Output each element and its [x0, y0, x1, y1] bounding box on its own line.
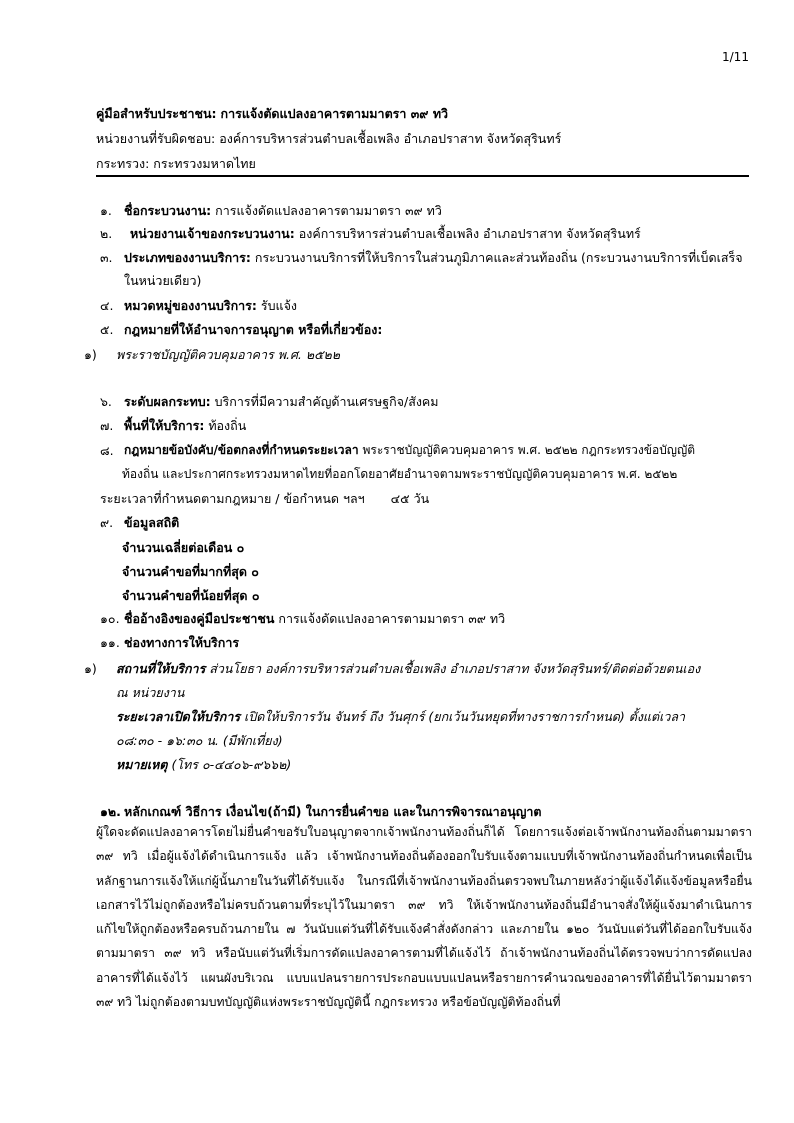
responsible-agency — [96, 129, 561, 149]
agency-value: องค์การบริหารส่วนตำบลเชื้อเพลิง อำเภอปราสาท จังหวัดสุรินทร์ — [219, 131, 562, 146]
service-hours-value-cont: ๐๘:๓๐ - ๑๖:๓๐ น. (มีพักเที่ยง) — [116, 733, 283, 748]
item-6-value: บริการที่มีความสำคัญด้านเศรษฐกิจ/สังคม — [214, 394, 439, 409]
item-3-value: กระบวนงานบริการที่ให้บริการในส่วนภูมิภาคและส่วนท้องถิ่น (กระบวนงานบริการที่เบ็ดเสร็จ — [254, 250, 743, 265]
item-6 — [124, 392, 439, 412]
item-11-number: ๑๑. — [100, 635, 120, 650]
item-5-number: ๕. — [100, 322, 114, 337]
ministry-label: กระทรวง: — [96, 156, 150, 171]
item-3-number: ๓. — [100, 250, 113, 265]
item-2-value: องค์การบริหารส่วนตำบลเชื้อเพลิง อำเภอปราสาท จังหวัดสุรินทร์ — [298, 226, 641, 241]
item-4 — [124, 296, 297, 316]
service-note-label: หมายเหตุ — [116, 757, 168, 772]
item-1-number: ๑. — [100, 203, 112, 218]
item-8 — [124, 441, 695, 460]
item-8-value: พระราชบัญญัติควบคุมอาคาร พ.ศ. ๒๕๒๒ กฎกระทรวงข้อบัญญัติ — [362, 443, 696, 457]
stat-max: จำนวนคำขอที่มากที่สุด ๐ — [122, 564, 259, 579]
item-2-label: หน่วยงานเจ้าของกระบวนงาน: — [130, 226, 295, 241]
service-hours-label: ระยะเวลาเปิดให้บริการ — [116, 709, 241, 724]
ministry-value: กระทรวงมหาดไทย — [153, 156, 256, 171]
item-8-number: ๘. — [100, 443, 114, 458]
service-note — [116, 755, 291, 775]
item-11-sub-number: ๑) — [84, 661, 97, 676]
agency-label: หน่วยงานที่รับผิดชอบ: — [96, 131, 216, 146]
item-10-label: ชื่ออ้างอิงของคู่มือประชาชน — [124, 611, 275, 626]
item-4-label: หมวดหมู่ของงานบริการ: — [124, 298, 257, 313]
item-8-period-label: ระยะเวลาที่กำหนดตามกฎหมาย / ข้อกำหนด ฯลฯ — [100, 491, 365, 506]
item-10 — [124, 609, 505, 629]
item-1 — [124, 201, 442, 221]
item-4-number: ๔. — [100, 298, 114, 313]
service-hours — [116, 707, 685, 727]
manual-title-value: การแจ้งตัดแปลงอาคารตามมาตรา ๓๙ ทวิ — [220, 106, 449, 121]
item-7 — [124, 416, 246, 436]
item-10-value: การแจ้งดัดแปลงอาคารตามมาตรา ๓๙ ทวิ — [278, 611, 506, 626]
item-3-value-cont: ในหน่วยเดียว) — [124, 273, 202, 288]
item-7-number: ๗. — [100, 418, 114, 433]
manual-title — [96, 104, 448, 124]
service-hours-value: เปิดให้บริการวัน จันทร์ ถึง วันศุกร์ (ยกเว้นวันหยุดที่ทางราชการกำหนด) ตั้งแต่เวลา — [244, 709, 686, 724]
stat-average: จำนวนเฉลี่ยต่อเดือน ๐ — [122, 540, 245, 555]
item-12-label: หลักเกณฑ์ วิธีการ เงื่อนไข(ถ้ามี) ในการยื่นคำขอ และในการพิจารณาอนุญาต — [124, 804, 542, 819]
item-5-sub-number: ๑) — [84, 347, 97, 362]
item-3-label: ประเภทของงานบริการ: — [124, 250, 251, 265]
item-2 — [130, 224, 641, 244]
item-12-body: ผู้ใดจะดัดแปลงอาคารโดยไม่ยื่นคำขอรับใบอนุญาตจากเจ้าพนักงานท้องถิ่นก็ได้ โดยการแจ้งต่อเจ้าพนักงานท้องถิ่นตามมาตรา ๓๙ ทวิ เมื่อผู้แจ้งได้ดำเนินการแจ้ง แล้ว เจ้าพนักงานท้องถิ่นต้องออกใบรับแจ้งตามแบบที่เจ้าพนักงานท้องถิ่นกำหนดเพื่อเป็นหลักฐานการแจ้งให้แก่ผู้นั้นภายในวันที่ได้รับแจ้ง ในกรณีที่เจ้าพนักงานท้องถิ่นตรวจพบในภายหลังว่าผู้แจ้งได้แจ้งข้อมูลหรือยื่นเอกสารไว้ไม่ถูกต้องหรือไม่ครบถ้วนตามที่ระบุไว้ในมาตรา ๓๙ ทวิ ให้เจ้าพนักงานท้องถิ่นมีอำนาจสั่งให้ผู้แจ้งมาดำเนินการ แก้ไขให้ถูกต้องหรือครบถ้วนภายใน ๗ วันนับแต่วันที่ได้รับแจ้งคำสั่งดังกล่าว และภายใน ๑๒๐ วันนับแต่วันที่ได้ออกใบรับแจ้งตามมาตรา ๓๙ ทวิ หรือนับแต่วันที่เริ่มการดัดแปลงอาคารตามที่ได้แจ้งไว้ ถ้าเจ้าพนักงานท้องถิ่นได้ตรวจพบว่าการดัดแปลงอาคารที่ได้แจ้งไว้ แผนผังบริเวณ แบบแปลนรายการประกอบแบบแปลนหรือรายการคำนวณของอาคารที่ได้ยื่นไว้ตามมาตรา ๓๙ ทวิ ไม่ถูกต้องตามบทบัญญัติแห่งพระราชบัญญัตินี้ กฎกระทรวง หรือข้อบัญญัติท้องถิ่นที่ — [96, 825, 752, 1010]
item-8-period — [100, 489, 429, 509]
item-5-sub-value: พระราชบัญญัติควบคุมอาคาร พ.ศ. ๒๕๒๒ — [116, 347, 341, 362]
service-place-value-cont: ณ หน่วยงาน — [116, 685, 185, 700]
item-5-label: กฎหมายที่ให้อำนาจการอนุญาต หรือที่เกี่ยวข้อง: — [124, 322, 383, 337]
service-place — [116, 659, 700, 679]
item-9-label: ข้อมูลสถิติ — [124, 515, 180, 530]
manual-title-label: คู่มือสำหรับประชาชน: — [96, 106, 217, 121]
item-4-value: รับแจ้ง — [260, 298, 297, 313]
item-1-value: การแจ้งดัดแปลงอาคารตามมาตรา ๓๙ ทวิ — [215, 203, 442, 218]
item-6-number: ๖. — [100, 394, 112, 409]
item-8-value-cont: ท้องถิ่น และประกาศกระทรวงมหาดไทยที่ออกโดยอาศัยอำนาจตามพระราชบัญญัติควบคุมอาคาร พ.ศ. ๒๕๒๒ — [122, 467, 678, 481]
service-place-label: สถานที่ให้บริการ — [116, 661, 206, 676]
item-7-label: พื้นที่ให้บริการ: — [124, 418, 205, 433]
item-2-number: ๒. — [100, 226, 113, 241]
service-note-value: (โทร ๐-๔๔๐๖-๙๖๖๒) — [171, 757, 292, 772]
item-8-label: กฎหมายข้อบังคับ/ข้อตกลงที่กำหนดระยะเวลา — [124, 443, 359, 457]
item-7-value: ท้องถิ่น — [208, 418, 247, 433]
item-11-label: ช่องทางการให้บริการ — [124, 635, 240, 650]
item-8-period-value: ๔๕ วัน — [390, 491, 430, 506]
service-place-value: ส่วนโยธา องค์การบริหารส่วนตำบลเชื้อเพลิง อำเภอปราสาท จังหวัดสุรินทร์/ติดต่อด้วยตนเอง — [209, 661, 701, 676]
header-divider — [96, 175, 749, 177]
item-6-label: ระดับผลกระทบ: — [124, 394, 211, 409]
item-9-number: ๙. — [100, 515, 114, 530]
stat-min: จำนวนคำขอที่น้อยที่สุด ๐ — [122, 588, 260, 603]
item-12-number: ๑๒. — [100, 804, 121, 819]
item-3 — [124, 248, 743, 268]
page-number: 1/11 — [722, 50, 749, 64]
item-1-label: ชื่อกระบวนงาน: — [124, 203, 212, 218]
item-10-number: ๑๐. — [100, 611, 120, 626]
ministry — [96, 154, 256, 174]
